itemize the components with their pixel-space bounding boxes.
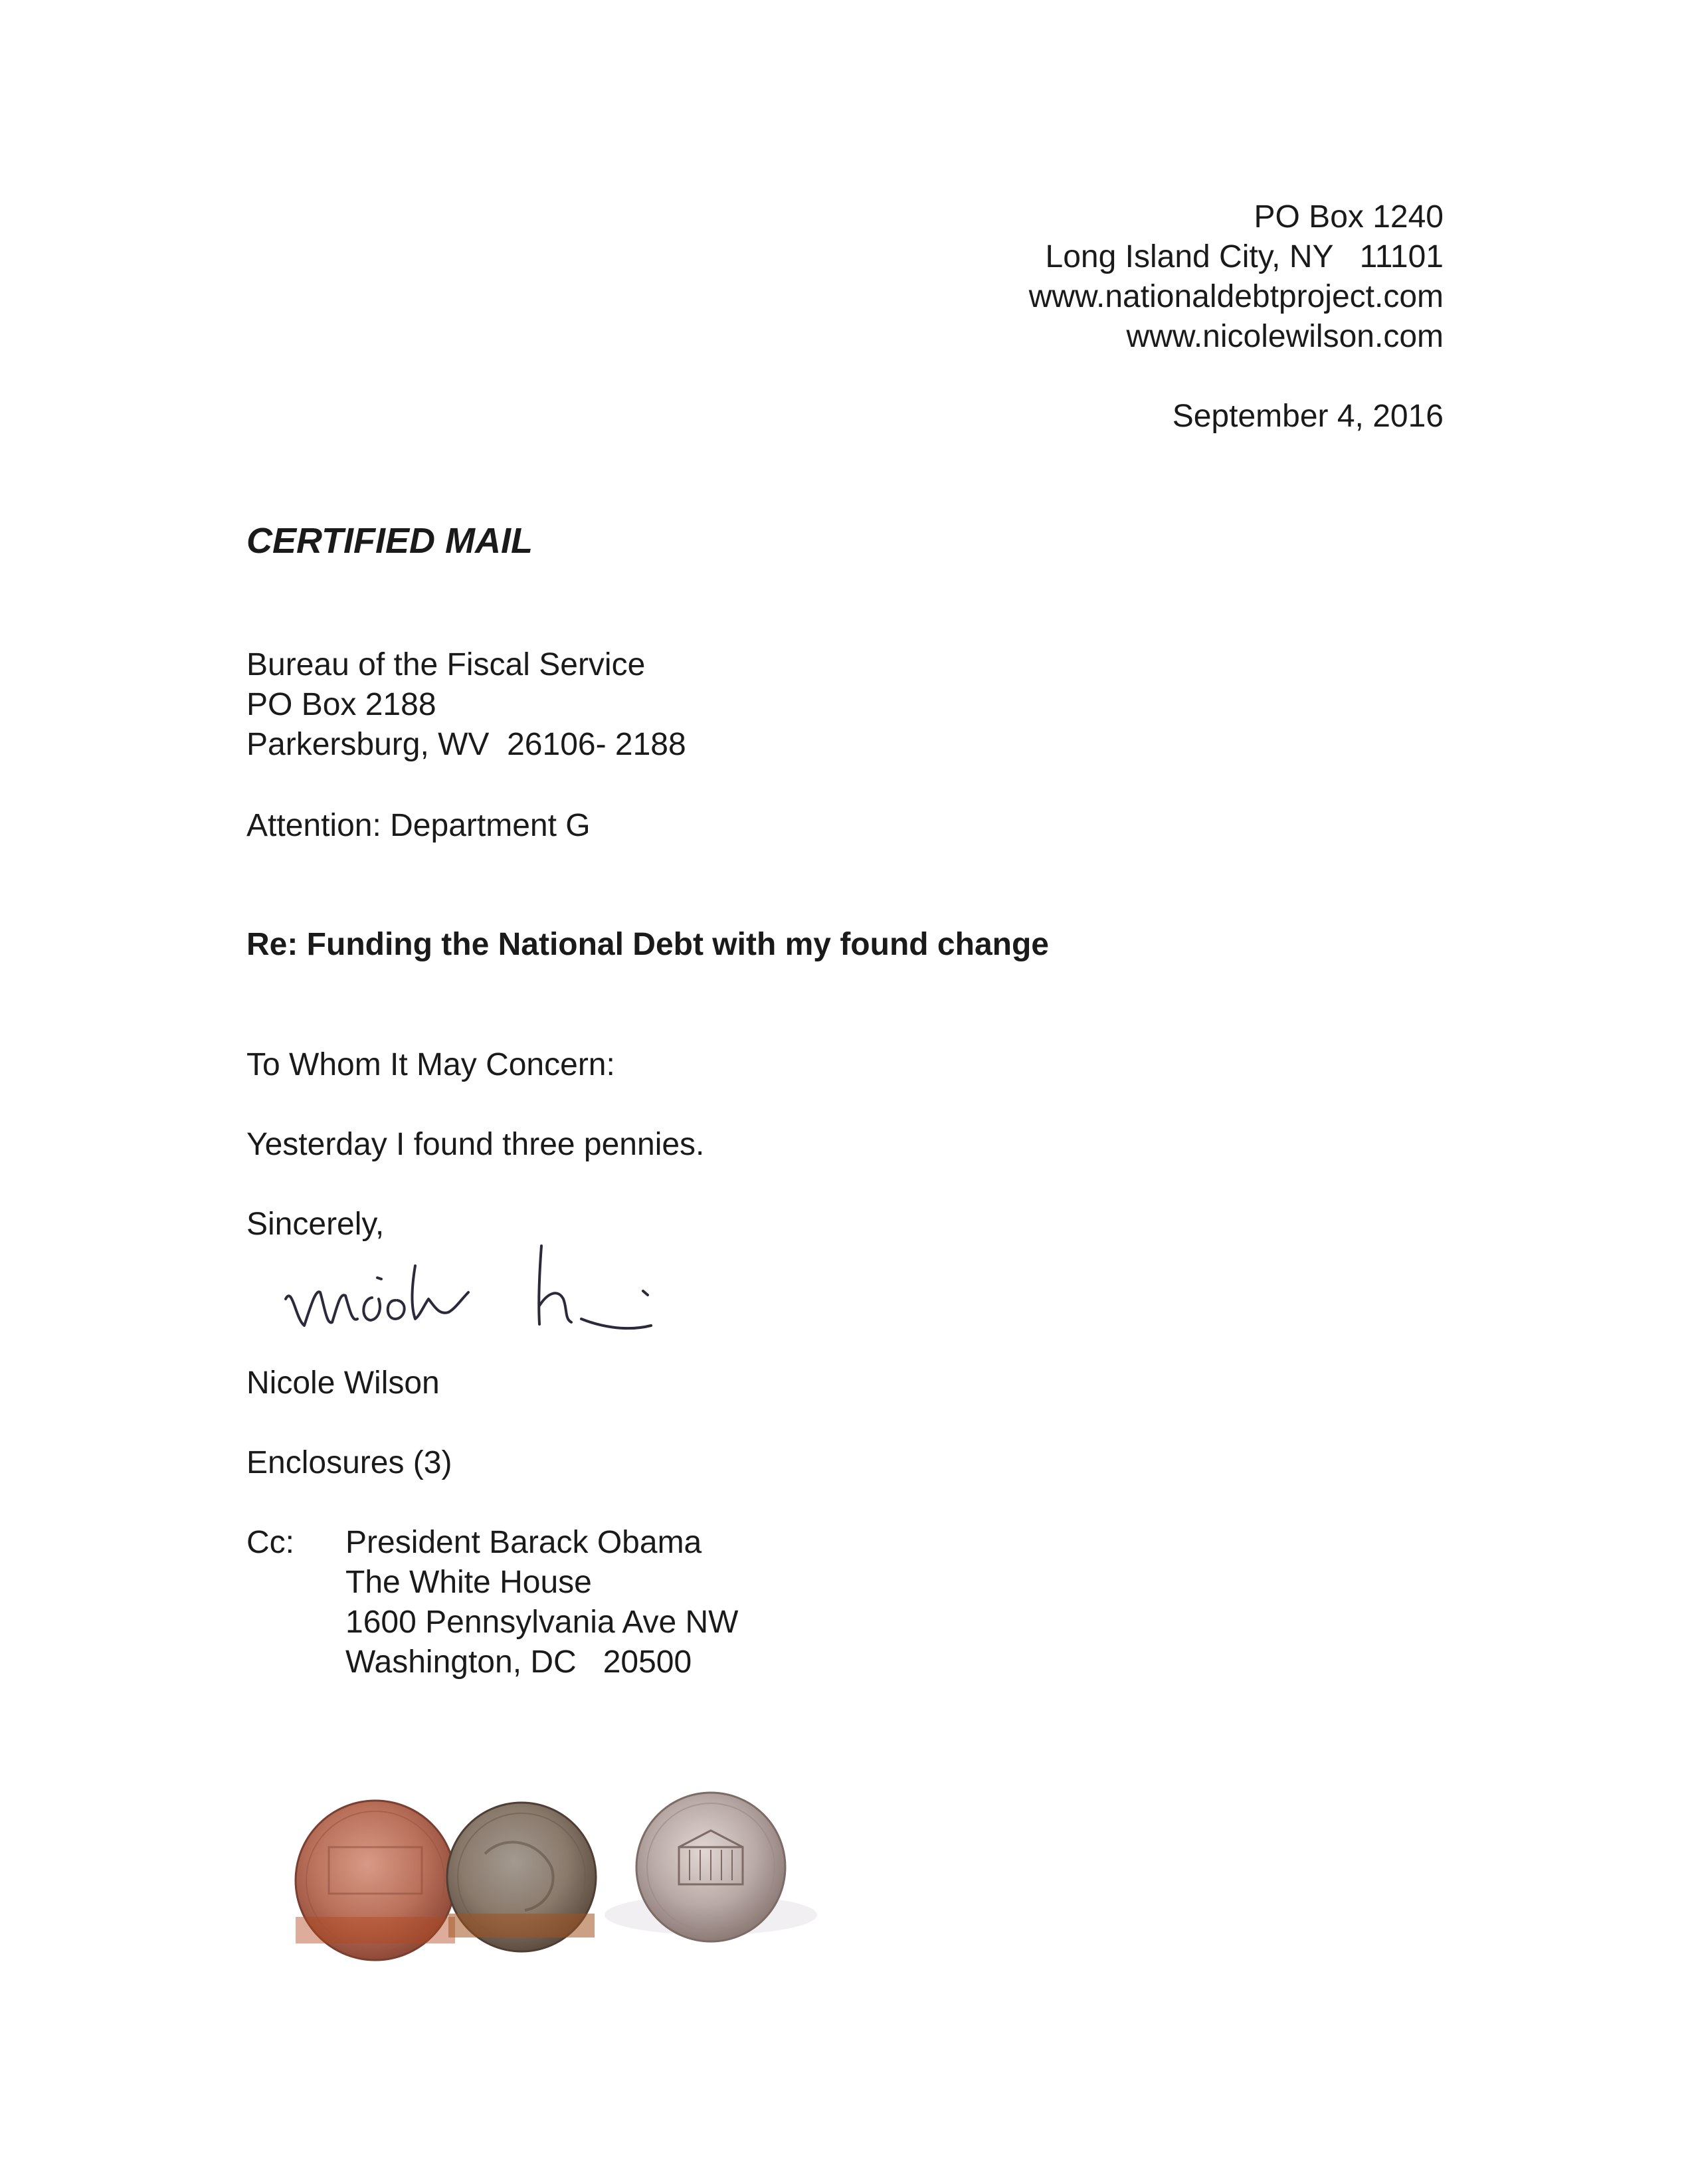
cc-line: The White House [345,1565,592,1600]
sender-website-line: www.nicolewilson.com [1126,319,1444,354]
cc-address [345,1523,738,1682]
sender-website-line: www.nationaldebtproject.com [1028,279,1444,314]
sender-line: Long Island City, NY 11101 [1045,239,1444,274]
certified-mail-heading: CERTIFIED MAIL [246,521,533,561]
sender-line: PO Box 1240 [1254,199,1444,235]
cc-line: 1600 Pennsylvania Ave NW [345,1605,739,1640]
letter-date: September 4, 2016 [1172,399,1444,434]
cc-line: Washington, DC 20500 [345,1644,692,1680]
recipient-line: PO Box 2188 [246,687,436,722]
subject-line: Re: Funding the National Debt with my found change [246,927,1049,962]
enclosed-pennies [266,1767,864,1993]
penny-coin-2 [447,1803,596,1951]
cc-label: Cc: [246,1525,294,1560]
signer-name: Nicole Wilson [246,1365,440,1401]
cc-line: President Barack Obama [345,1525,702,1560]
recipient-line: Parkersburg, WV 26106- 2188 [246,727,686,762]
sender-address [1029,197,1444,357]
penny-coin-3 [605,1793,817,1941]
attention-line: Attention: Department G [246,808,591,843]
recipient-address [246,645,686,765]
penny-coin-1 [296,1801,455,1960]
letter-body: Yesterday I found three pennies. [246,1127,705,1162]
enclosures-line: Enclosures (3) [246,1445,452,1480]
recipient-line: Bureau of the Fiscal Service [246,647,646,682]
handwritten-signature [279,1226,691,1345]
salutation: To Whom It May Concern: [246,1047,615,1082]
closing: Sincerely, [246,1207,385,1242]
